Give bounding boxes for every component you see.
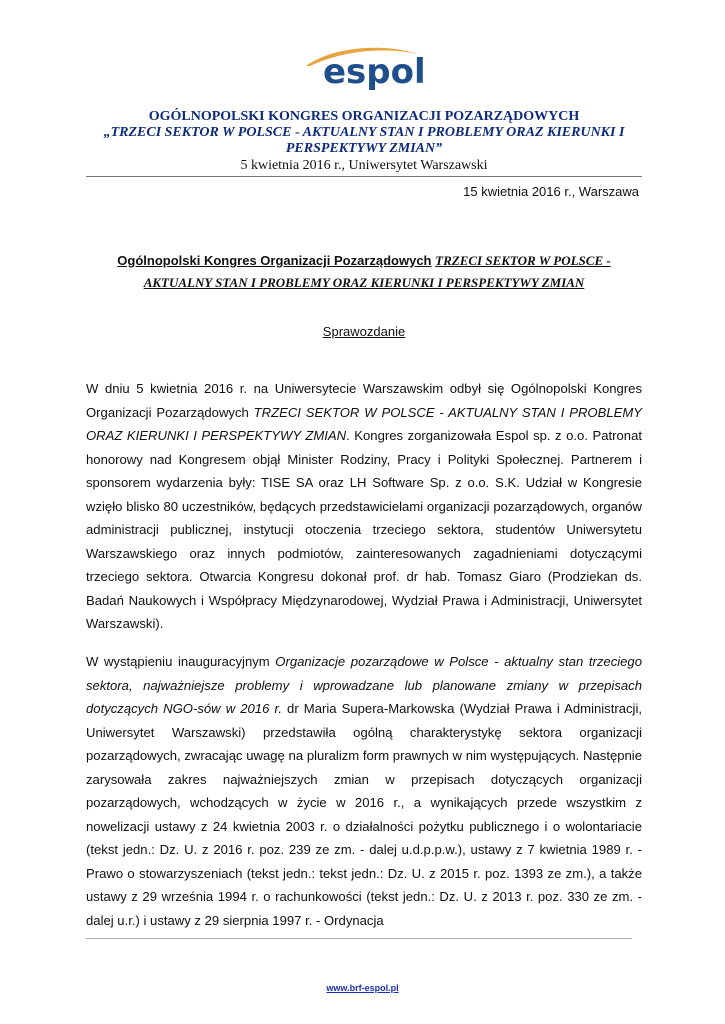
paragraph-inaugural-text-2: dr Maria Supera-Markowska (Wydział Prawa i Administracji, Uniwersytet Warszawski) przedstawiła ogólną charakterystykę sektora organizacji pozarządowych, zwracając uwagę na pluralizm form prawnych w nim występujących. Następnie zarysowała zakres najważniejszych zmian w przepisach dotyczących organizacji pozarządowych, wchodzących w życie w 2016 r., a wynikających przede wszystkim z nowelizacji ustawy z 24 kwietnia 2003 r. o działalności pożytku publicznego i o wolontariacie (tekst jedn.: Dz. U. z 2016 r. poz. 239 ze zm. - dalej u.d.p.p.w.), ustawy z 7 kwietnia 1989 r. - Prawo o stowarzyszeniach (tekst jedn.: tekst jedn.: Dz. U. z 2015 r. poz. 1393 ze zm.), a także ustawy z 29 września 1994 r. o rachunkowości (tekst jedn.: Dz. U. z 2013 r. poz. 330 ze zm. - dalej u.r.) i ustawy z 29 sierpnia 1997 r. - Ordynacja xyxy=(86,701,642,928)
congress-date-venue: 5 kwietnia 2016 r., Uniwersytet Warszawski xyxy=(240,158,488,173)
congress-name-header: OGÓLNOPOLSKI KONGRES ORGANIZACJI POZARZĄDOWYCH xyxy=(148,109,580,124)
espol-logo xyxy=(300,44,430,100)
paragraph-inaugural-italic: Organizacje pozarządowe w Polsce - aktualny stan trzeciego sektora, najważniejsze problemy i wprowadzane lub planowane zmiany w przepisach dotyczących NGO-sów w 2016 r. xyxy=(86,654,643,716)
footer xyxy=(0,983,725,994)
congress-theme-header: „TRZECI SEKTOR W POLSCE - AKTUALNY STAN I PROBLEMY ORAZ KIERUNKI I PERSPEKTYWY ZMIAN” xyxy=(103,125,625,156)
footer-website-link[interactable]: www.brf-espol.pl xyxy=(326,983,399,993)
title-italic-part: TRZECI SEKTOR W POLSCE - xyxy=(435,253,611,268)
footer-divider xyxy=(86,938,632,939)
report-label: Sprawozdanie xyxy=(322,324,406,339)
paragraph-intro-text-2: . Kongres zorganizowała Espol sp. z o.o. Patronat honorowy nad Kongresem objął Minister Rodziny, Pracy i Polityki Społecznej. Partnerem i sponsorem wydarzenia były: TISE SA oraz LH Software Sp. z o.o. S.K. Udział w Kongresie wzięło blisko 80 uczestników, będących przedstawicielami organizacji pozarządowych, organów administracji publicznej, instytucji otoczenia trzeciego sektora, studentów Uniwersytetu Warszawskiego oraz innych podmiotów, zainteresowanych zagadnieniami dotyczącymi trzeciego sektora. Otwarcia Kongresu dokonał prof. dr hab. Tomasz Giaro (Prodziekan ds. Badań Naukowych i Współpracy Międzynarodowej, Wydział Prawa i Administracji, Uniwersytet Warszawski). xyxy=(86,428,642,631)
document-title-line1 xyxy=(86,253,642,268)
header-divider xyxy=(86,176,642,177)
paragraph-intro-text-1: W dniu 5 kwietnia 2016 r. na Uniwersytecie Warszawskim odbył się Ogólnopolski Kongres Organizacji Pozarządowych xyxy=(86,381,642,420)
logo-text: espol xyxy=(323,52,426,92)
document-title-line2: AKTUALNY STAN I PROBLEMY ORAZ KIERUNKI I PERSPEKTYWY ZMIAN xyxy=(143,275,585,290)
paragraph-intro-italic: TRZECI SEKTOR W POLSCE - AKTUALNY STAN I PROBLEMY ORAZ KIERUNKI I PERSPEKTYWY ZMIAN xyxy=(86,404,642,443)
paragraph-inaugural xyxy=(86,650,642,932)
title-bold-part: Ogólnopolski Kongres Organizacji Pozarządowych xyxy=(117,253,432,268)
paragraph-intro xyxy=(86,377,642,636)
document-date: 15 kwietnia 2016 r., Warszawa xyxy=(463,184,639,199)
paragraph-inaugural-text-1: W wystąpieniu inauguracyjnym xyxy=(86,654,276,669)
